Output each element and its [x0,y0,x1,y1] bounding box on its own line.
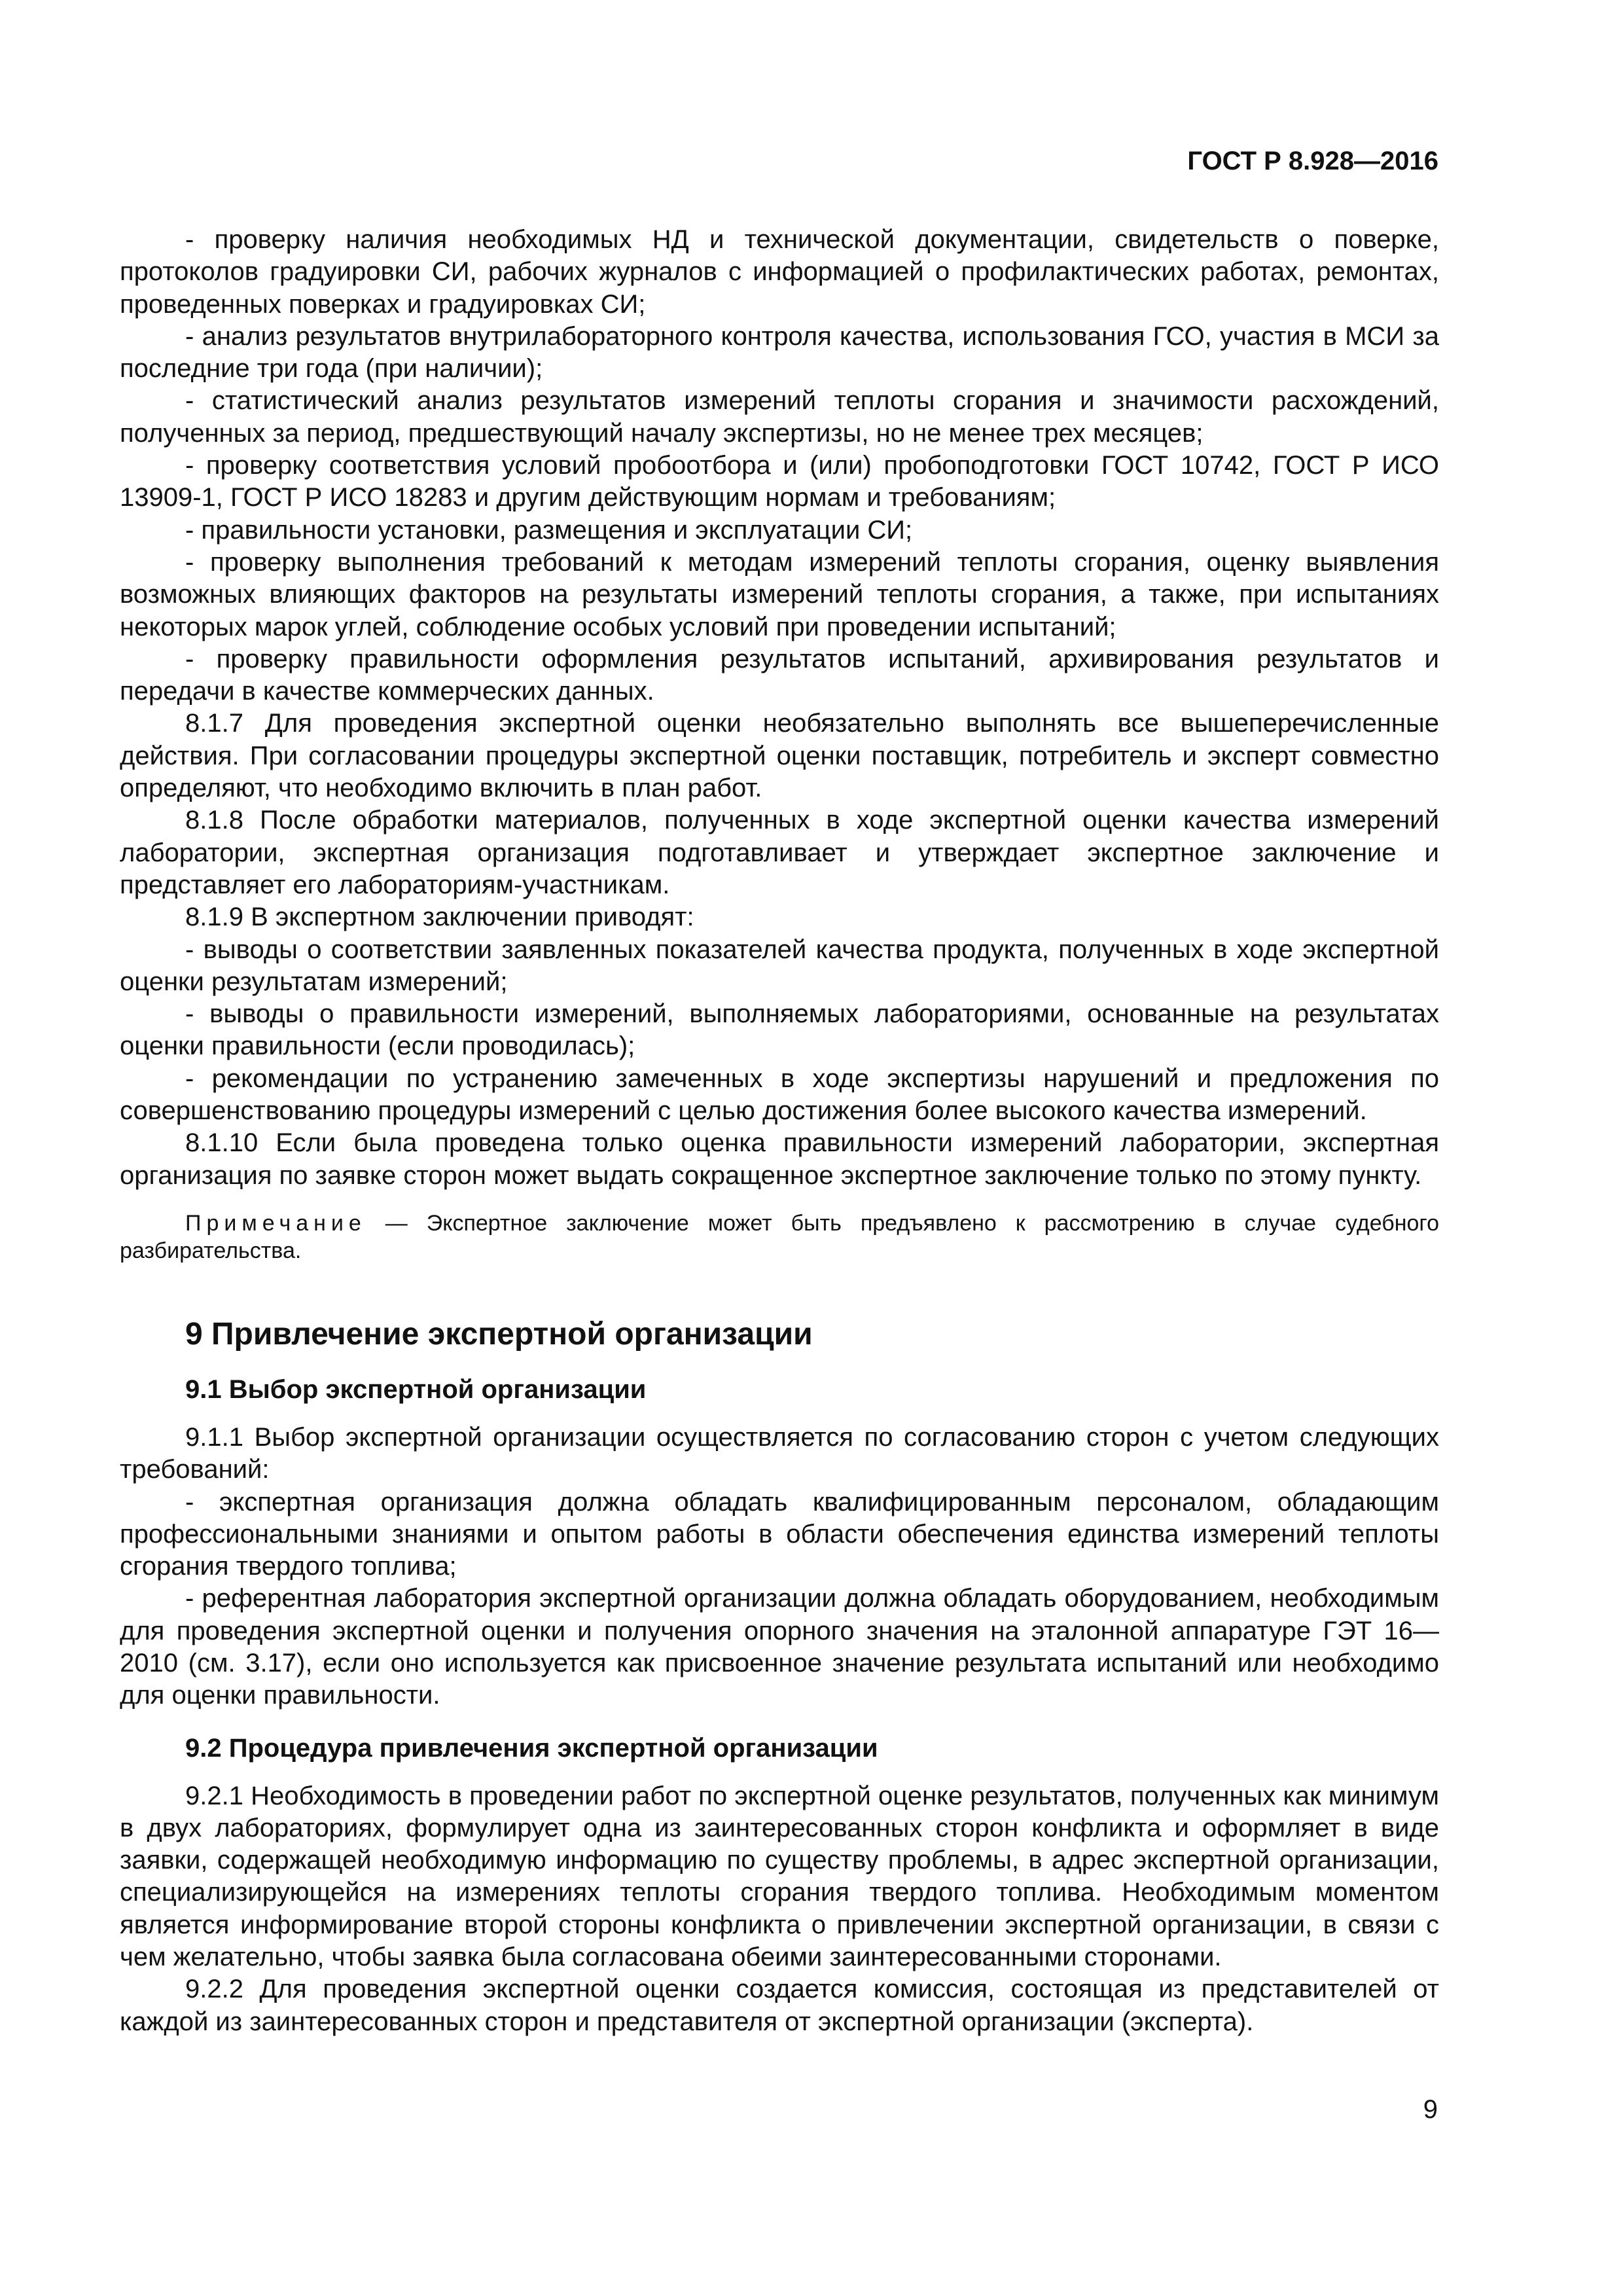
body-paragraph: - экспертная организация должна обладать квалифицированным персоналом, обладающим профессиональными знаниями и опытом работы в области обеспечения единства измерений теплоты сгорания твердого топлива; [120,1487,1439,1581]
body-paragraph: 9.2.1 Необходимость в проведении работ по экспертной оценке результатов, полученных как минимум в двух лабораториях, формулирует одна из заинтересованных сторон конфликта и оформляет в виде заявки, содержащей необходимую информацию по существу проблемы, в адрес экспертной организации, специализирующейся на измерениях теплоты сгорания твердого топлива. Необходимым моментом является информирование второй стороны конфликта о привлечении экспертной организации, в связи с чем желательно, чтобы заявка была согласована обеими заинтересованными сторонами. [120,1781,1439,1972]
note-text: — Экспертное заключение может быть предъявлено к рассмотрению в случае судебного разбирательства. [120,1210,1439,1263]
subsection-heading: 9.1 Выбор экспертной организации [185,1374,647,1404]
document-code-header: ГОСТ Р 8.928—2016 [1187,147,1438,175]
body-paragraph: - проверку соответствия условий пробоотбора и (или) пробоподготовки ГОСТ 10742, ГОСТ Р ИСО 13909-1, ГОСТ Р ИСО 18283 и другим действующим нормам и требованиям; [120,451,1439,512]
body-paragraph: 9.1.1 Выбор экспертной организации осуществляется по согласованию сторон с учетом следующих требований: [120,1422,1439,1484]
body-paragraph: - рекомендации по устранению замеченных в ходе экспертизы нарушений и предложения по совершенствованию процедуры измерений с целью достижения более высокого качества измерений. [120,1064,1439,1126]
document-body [120,224,1439,2038]
body-paragraph: 8.1.7 Для проведения экспертной оценки необязательно выполнять все вышеперечисленные действия. При согласовании процедуры экспертной оценки поставщик, потребитель и эксперт совместно определяют, что необходимо включить в план работ. [120,709,1439,803]
page-number: 9 [1423,2095,1438,2124]
body-paragraph: - референтная лаборатория экспертной организации должна обладать оборудованием, необходимым для проведения экспертной оценки и получения опорного значения на эталонной аппаратуре ГЭТ 16—2010 (см. 3.17), если оно используется как присвоенное значение результата испытаний или необходимо для оценки правильности. [120,1584,1439,1710]
body-paragraph: - проверку правильности оформления результатов испытаний, архивирования результатов и передачи в качестве коммерческих данных. [120,644,1439,706]
body-paragraph: - выводы о правильности измерений, выполняемых лабораториями, основанные на результатах оценки правильности (если проводилась); [120,999,1439,1061]
body-paragraph: 9.2.2 Для проведения экспертной оценки создается комиссия, состоящая из представителей от каждой из заинтересованных сторон и представителя от экспертной организации (эксперта). [120,1975,1439,2036]
body-paragraph: - выводы о соответствии заявленных показателей качества продукта, полученных в ходе экспертной оценки результатам измерений; [120,935,1439,996]
body-paragraph: 8.1.8 После обработки материалов, полученных в ходе экспертной оценки качества измерений лаборатории, экспертная организация подготавливает и утверждает экспертное заключение и представляет его лабораториям-участникам. [120,806,1439,899]
body-paragraph: - анализ результатов внутрилабораторного контроля качества, использования ГСО, участия в МСИ за последние три года (при наличии); [120,321,1439,384]
section-heading: 9 Привлечение экспертной организации [185,1316,813,1352]
body-paragraph: 8.1.9 В экспертном заключении приводят: [185,903,694,932]
note-label: Примечание [185,1210,366,1236]
body-paragraph: - проверку наличия необходимых НД и технической документации, свидетельств о поверке, протоколов градуировки СИ, рабочих журналов с информацией о профилактических работах, ремонтах, проведенных поверках и градуировках СИ; [120,225,1439,319]
body-paragraph: - правильности установки, размещения и эксплуатации СИ; [185,515,913,545]
body-paragraph: 8.1.10 Если была проведена только оценка правильности измерений лаборатории, экспертная организация по заявке сторон может выдать сокращенное экспертное заключение только по этому пункту. [120,1128,1439,1190]
body-paragraph: - статистический анализ результатов измерений теплоты сгорания и значимости расхождений, полученных за период, предшествующий началу экспертизы, но не менее трех месяцев; [120,386,1439,448]
body-paragraph: - проверку выполнения требований к методам измерений теплоты сгорания, оценку выявления возможных влияющих факторов на результаты измерений теплоты сгорания, а также, при испытаниях некоторых марок углей, соблюдение особых условий при проведении испытаний; [120,547,1439,641]
subsection-heading: 9.2 Процедура привлечения экспертной организации [185,1733,878,1763]
note-paragraph [120,1210,1439,1265]
